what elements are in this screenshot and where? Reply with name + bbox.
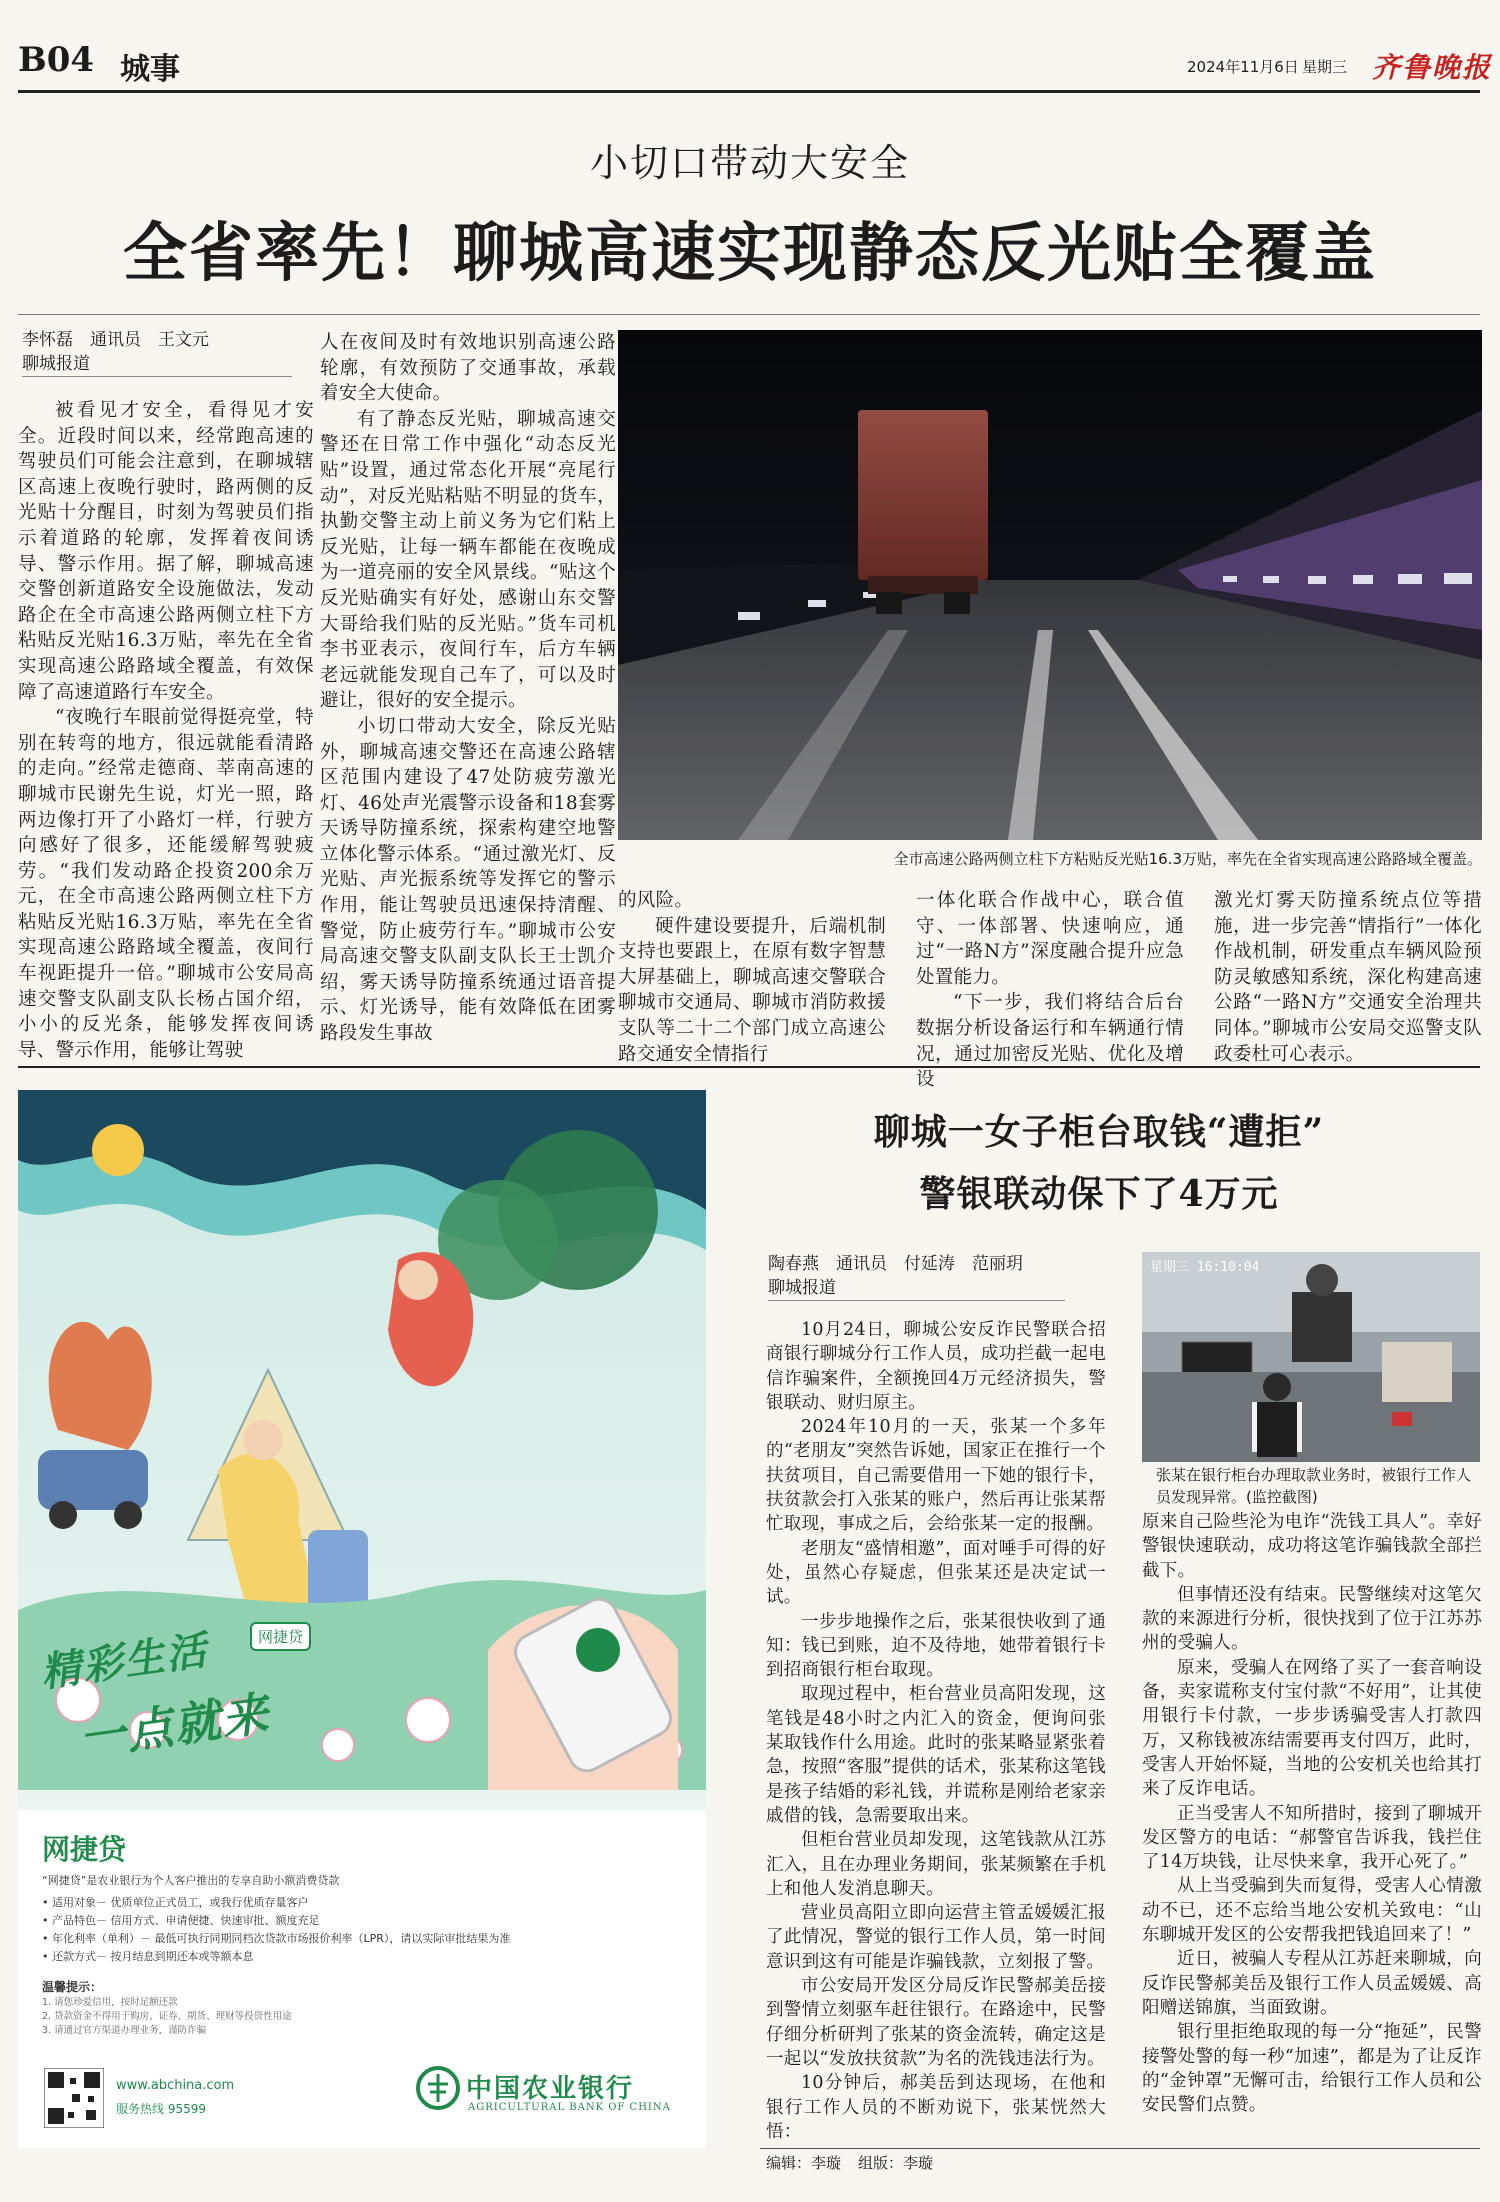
ad-hotline: 服务热线 95599	[116, 2102, 206, 2116]
article2-headline-line1: 聊城一女子柜台取钱“遭拒”	[873, 1111, 1325, 1153]
article2-paragraph: 原来自己险些沦为电诈“洗钱工具人”。幸好警银快速联动，成功将这笔诈骗钱款全部拦截下。	[1142, 1512, 1482, 1581]
ad-notice-item: 2. 贷款资金不得用于购房、证券、期货、理财等投资性用途	[42, 2011, 292, 2022]
article2-paragraph: 但事情还没有结束。民警继续对这笔欠款的来源进行分析，很快找到了位于江苏苏州的受骗人。	[1142, 1584, 1482, 1654]
ad-notice-item: 3. 请通过官方渠道办理业务，谨防诈骗	[42, 2025, 207, 2036]
article1-column-2	[320, 330, 616, 1047]
ad-tag: 网捷贷	[250, 1622, 311, 1651]
article2-paragraph: 营业员高阳立即向运营主管孟媛媛汇报了此情况，警觉的银行工作人员，第一时间意识到这有可能是诈骗钱款，立刻报了警。	[766, 1903, 1106, 1972]
paper-logo: 齐鲁晚报	[1372, 51, 1493, 84]
article2-paragraph: 10分钟后，郝美岳到达现场，在他和银行工作人员的不断劝说下，张某恍然大悟：	[766, 2073, 1106, 2142]
article1-kicker: 小切口带动大安全	[589, 141, 910, 185]
ad-product-name: 网捷贷	[42, 1833, 127, 1866]
footer-editor: 编辑：李璇	[766, 2154, 842, 2172]
article2-paragraph: 近日，被骗人专程从江苏赶来聊城，向反诈民警郝美岳及银行工作人员孟媛媛、高阳赠送锦旗，当面致谢。	[1142, 1949, 1482, 2018]
ad-feature-item: • 年化利率（单利）－ 最低可执行同期同档次贷款市场报价利率（LPR），请以实际审批结果为准	[42, 1932, 511, 1945]
article1-paragraph: 激光灯雾天防撞系统点位等措施，进一步完善“情指行”一体化作战机制，研发重点车辆风险预防灵敏感知系统，深化构建高速公路“一路N方”交通安全治理共同体。”聊城市公安局交巡警支队政委杜可心表示。	[1214, 890, 1482, 1065]
ad-notice	[42, 1996, 682, 2038]
article2-paragraph: 从上当受骗到失而复得，受害人心情激动不已，还不忘给当地公安机关致电：“山东聊城开发区的公安帮我把钱追回来了！”	[1142, 1876, 1482, 1946]
ad-notice-item: 1. 请您珍爱信用，按时足额还款	[42, 1997, 178, 2008]
cctv-timestamp: 星期三 16:10:04	[1150, 1260, 1260, 1275]
article2-paragraph: 取现过程中，柜台营业员高阳发现，这笔钱是48小时之内汇入的资金，便询问张某取钱作什么用途。此时的张某略显紧张着急，按照“客服”提供的话术，张某称这笔钱是孩子结婚的彩礼钱，并谎称是刚给老家亲戚借的钱，急需要取出来。	[766, 1684, 1106, 1826]
article2-column-2	[1142, 1510, 1482, 2117]
article2-column-1	[766, 1318, 1106, 2144]
article1-authors: 李怀磊 通讯员 王文元	[22, 330, 209, 350]
article2-paragraph: 正当受害人不知所措时，接到了聊城开发区警方的电话：“郝警官告诉我，钱拦住了14万块钱，让尽快来拿，我开心死了。”	[1142, 1803, 1482, 1873]
footer-designer: 组版：李璇	[858, 2154, 934, 2172]
page-number: B04	[18, 40, 95, 80]
article2-paragraph: 但柜台营业员却发现，这笔钱款从江苏汇入，且在办理业务期间，张某频繁在手机上和他人发消息聊天。	[766, 1830, 1106, 1899]
article1-column-3	[618, 888, 886, 1067]
section-divider	[18, 1066, 1480, 1068]
article2-paragraph: 10月24日，聊城公安反诈民警联合招商银行聊城分行工作人员，成功拦截一起电信诈骗案件，全额挽回4万元经济损失，警银联动、财归原主。	[766, 1320, 1106, 1413]
article1-bureau: 聊城报道	[22, 352, 292, 377]
article2-authors: 陶春燕 通讯员 付延涛 范丽玥	[768, 1254, 1023, 1274]
article1-column-1	[18, 398, 314, 1063]
highway-night-image	[618, 330, 1482, 840]
ad-feature-item: • 适用对象－ 优质单位正式员工，或我行优质存量客户	[42, 1896, 309, 1909]
section-name: 城事	[120, 52, 180, 87]
ad-slogan-line2: 一点就来	[75, 1685, 274, 1767]
article1-paragraph: 硬件建设要提升，后端机制支持也要跟上，在原有数字智慧大屏基础上，聊城高速交警联合聊城市交通局、聊城市消防救援支队等二十二个部门成立高速公路交通安全情指行	[618, 915, 886, 1065]
article1-headline: 全省率先！聊城高速实现静态反光贴全覆盖	[123, 216, 1377, 291]
cctv-photo-caption: 张某在银行柜台办理取款业务时，被银行工作人员发现异常。(监控截图)	[1156, 1466, 1472, 1506]
article1-column-5	[1214, 888, 1482, 1067]
article1-paragraph: 一体化联合作战中心，联合值守、一体部署、快速响应，通过“一路N方”深度融合提升应急处置能力。	[916, 890, 1184, 988]
ad-bank-name-en: AGRICULTURAL BANK OF CHINA	[468, 2102, 671, 2113]
ad-features	[42, 1894, 682, 1966]
article2-paragraph: 一步步地操作之后，张某很快收到了通知：钱已到账，迫不及待地，她带着银行卡到招商银行柜台取现。	[766, 1611, 1106, 1681]
bank-counter-surveillance-image	[1142, 1252, 1480, 1462]
headline-rule	[18, 314, 1480, 315]
ad-website-link[interactable]: www.abchina.com	[116, 2078, 235, 2093]
article2-paragraph: 原来，受骗人在网络了买了一套音响设备，卖家谎称支付宝付款“不好用”，让其使用银行卡付款，一步步诱骗受害人打款四万，又称钱被冻结需要再支付四万，此时，受害人开始怀疑，当地的公安机关也给其打来了反诈电话。	[1142, 1657, 1482, 1800]
article1-paragraph: “下一步，我们将结合后台数据分析设备运行和车辆通行情况，通过加密反光贴、优化及增设	[916, 992, 1184, 1091]
article2-headline-line2: 警银联动保下了4万元	[919, 1173, 1279, 1215]
article1-paragraph: 的风险。	[618, 890, 694, 911]
ad-intro: “网捷贷”是农业银行为个人客户推出的专享自助小额消费贷款	[42, 1874, 340, 1887]
cctv-photo	[1142, 1252, 1480, 1462]
article1-paragraph: “夜晚行车眼前觉得挺亮堂，特别在转弯的地方，很远就能看清路的走向。”经常走德商、莘南高速的聊城市民谢先生说，灯光一照，路两边像打开了小路灯一样，行驶方向感好了很多，还能缓解驾驶疲劳。“我们发动路企投资200余万元，在全市高速公路两侧立柱下方粘贴反光贴16.3万贴，率先在全省实现高速公路路域全覆盖，夜间行车视距提升一倍。”聊城市公安局高速交警支队副支队长杨占国介绍，小小的反光条，能够发挥夜间诱导、警示作用，能够让驾驶	[18, 707, 314, 1061]
ad-qr-code-icon[interactable]	[44, 2068, 104, 2128]
ad-slogan-line1: 精彩生活	[37, 1626, 211, 1697]
article2-paragraph: 2024年10月的一天，张某一个多年的“老朋友”突然告诉她，国家正在推行一个扶贫项目，自己需要借用一下她的银行卡，扶贫款会打入张某的账户，然后再让张某帮忙取现，事成之后，会给张某一定的报酬。	[766, 1417, 1106, 1535]
header-rule	[18, 90, 1480, 93]
issue-weekday: 星期三	[1302, 58, 1348, 76]
highway-photo	[618, 330, 1482, 840]
abc-logo-icon	[416, 2066, 460, 2110]
article1-paragraph: 小切口带动大安全，除反光贴外，聊城高速交警还在高速公路辖区范围内建设了47处防疲劳激光灯、46处声光震警示设备和18套雾天诱导防撞系统，探索构建空地警立体化警示体系。“通过激光灯、反光贴、声光振系统等发挥它的警示作用，能让驾驶员迅速保持清醒、警觉，防止疲劳行车。”聊城市公安局高速交警支队副支队长王士凯介绍，雾天诱导防撞系统通过语音提示、灯光诱导，能有效降低在团雾路段发生事故	[320, 715, 616, 1045]
ad-notice-title: 温馨提示：	[42, 1980, 103, 1994]
footer-rule	[760, 2148, 1480, 2149]
ad-feature-item: • 产品特色－ 信用方式、申请便捷、快速审批、额度充足	[42, 1914, 320, 1927]
article1-paragraph: 被看见才安全，看得见才安全。近段时间以来，经常跑高速的驾驶员们可能会注意到，在聊城辖区高速上夜晚行驶时，路两侧的反光贴十分醒目，时刻为驾驶员们指示着道路的轮廓，发挥着夜间诱导、警示作用。据了解，聊城高速交警创新道路安全设施做法，发动路企在全市高速公路两侧立柱下方粘贴反光贴16.3万贴，率先在全省实现高速公路路域全覆盖，有效保障了高速道路行车安全。	[18, 400, 314, 703]
article2-paragraph: 市公安局开发区分局反诈民警郝美岳接到警情立刻驱车赶往银行。在路途中，民警仔细分析研判了张某的资金流转，确定这是一起以“发放扶贫款”为名的洗钱违法行为。	[766, 1976, 1106, 2069]
article2-paragraph: 老朋友“盛情相邀”，面对唾手可得的好处，虽然心存疑虑，但张某还是决定试一试。	[766, 1538, 1106, 1608]
article2-paragraph: 银行里拒绝取现的每一分“拖延”，民警接警处警的每一秒“加速”，都是为了让反诈的“金钟罩”无懈可击，给银行工作人员和公安民警们点赞。	[1142, 2022, 1482, 2116]
article1-paragraph: 有了静态反光贴，聊城高速交警还在日常工作中强化“动态反光贴”设置，通过常态化开展“亮尾行动”，对反光贴粘贴不明显的货车，执勤交警主动上前义务为它们粘上反光贴，让每一辆车都能在夜晚成为一道亮丽的安全风景线。“贴这个反光贴确实有好处，感谢山东交警大哥给我们贴的反光贴。”货车司机李书亚表示，夜间行车，后方车辆老远就能发现自己车了，可以及时避让，很好的安全提示。	[320, 408, 616, 712]
article1-paragraph: 人在夜间及时有效地识别高速公路轮廓，有效预防了交通事故，承载着安全大使命。	[320, 332, 616, 405]
article1-column-4	[916, 888, 1184, 1093]
article1-byline	[22, 328, 322, 377]
article2-bureau: 聊城报道	[768, 1276, 1065, 1301]
highway-photo-caption: 全市高速公路两侧立柱下方粘贴反光贴16.3万贴，率先在全省实现高速公路路域全覆盖。	[893, 850, 1482, 868]
issue-date: 2024年11月6日	[1187, 58, 1299, 76]
ad-bank-name: 中国农业银行	[466, 2074, 635, 2104]
abc-advertisement[interactable]	[18, 1090, 706, 2148]
article2-byline	[768, 1252, 1098, 1301]
ad-feature-item: • 还款方式－ 按月结息到期还本或等额本息	[42, 1950, 254, 1963]
